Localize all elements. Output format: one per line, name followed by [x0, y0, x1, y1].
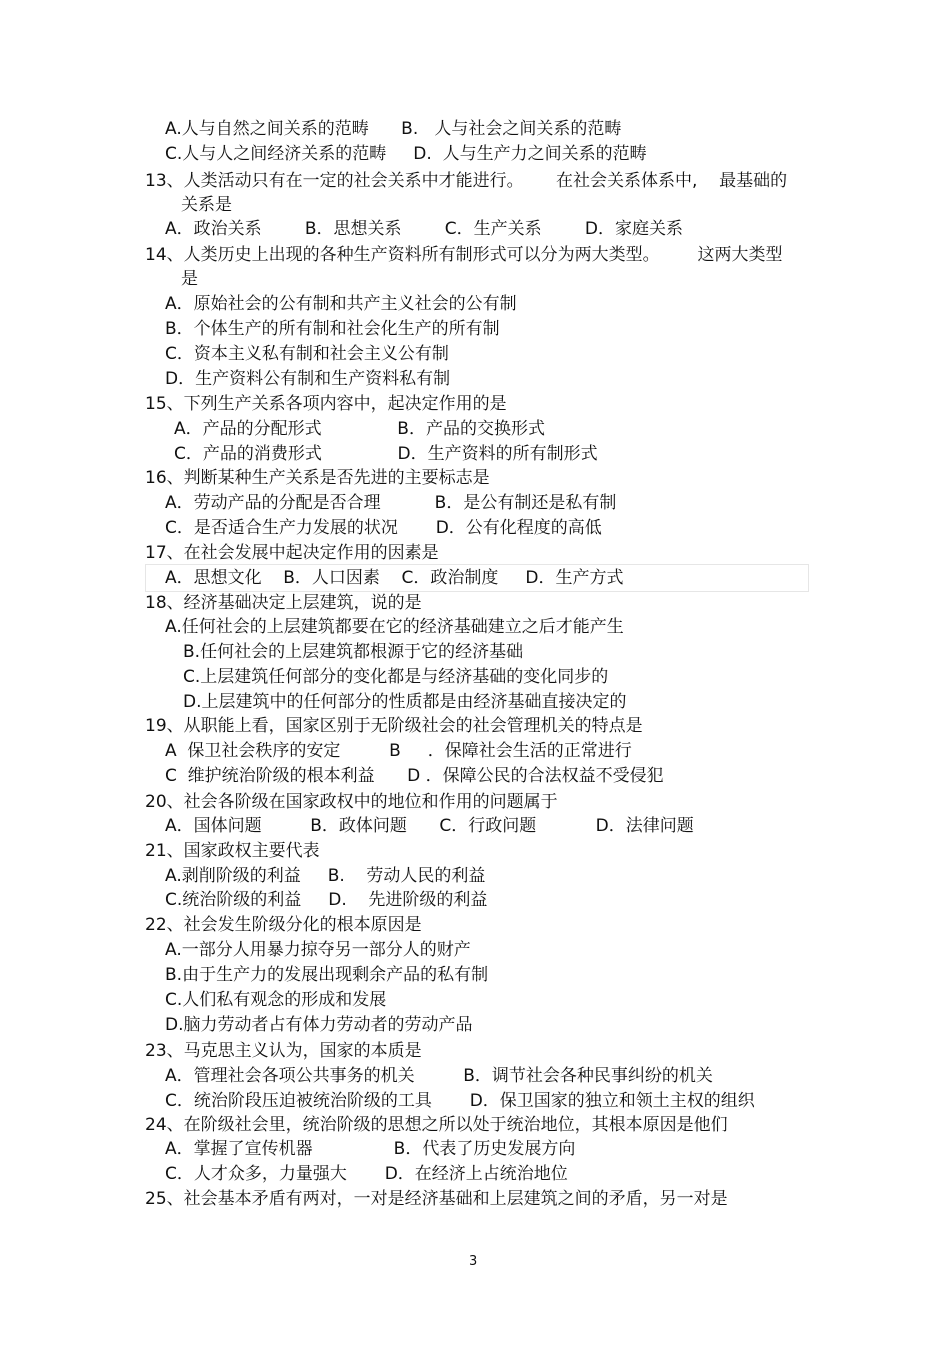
- question-19: 19、从职能上看，国家区别于无阶级社会的社会管理机关的特点是: [145, 716, 643, 736]
- option-line: C．是否适合生产力发展的状况 D．公有化程度的高低: [165, 518, 602, 538]
- question-22: 22、社会发生阶级分化的根本原因是: [145, 915, 422, 935]
- option-line: A.剥削阶级的利益 B. 劳动人民的利益: [165, 866, 486, 886]
- option-line: A．产品的分配形式 B．产品的交换形式: [174, 419, 545, 439]
- question-25: 25、社会基本矛盾有两对，一对是经济基础和上层建筑之间的矛盾，另一对是: [145, 1189, 728, 1209]
- question-continuation: 关系是: [181, 195, 232, 215]
- option-line: A．政治关系 B．思想关系 C．生产关系 D．家庭关系: [165, 219, 683, 239]
- question-24: 24、在阶级社会里，统治阶级的思想之所以处于统治地位，其根本原因是他们: [145, 1115, 728, 1135]
- option-line: B.由于生产力的发展出现剩余产品的私有制: [165, 965, 489, 985]
- option-line: A.任何社会的上层建筑都要在它的经济基础建立之后才能产生: [165, 617, 624, 637]
- option-line: D.上层建筑中的任何部分的性质都是由经济基础直接决定的: [183, 692, 627, 712]
- question-23: 23、马克思主义认为，国家的本质是: [145, 1041, 422, 1061]
- option-line: B.任何社会的上层建筑都根源于它的经济基础: [183, 642, 524, 662]
- option-line: C.人与人之间经济关系的范畴 D. 人与生产力之间关系的范畴: [165, 144, 647, 164]
- option-line: C.统治阶级的利益 D. 先进阶级的利益: [165, 890, 488, 910]
- question-14: 14、人类历史上出现的各种生产资料所有制形式可以分为两大类型。 这两大类型: [145, 245, 783, 265]
- option-line: C．产品的消费形式 D．生产资料的所有制形式: [174, 444, 598, 464]
- option-line: C.人们私有观念的形成和发展: [165, 990, 387, 1010]
- option-line: C．统治阶段压迫被统治阶级的工具 D．保卫国家的独立和领土主权的组织: [165, 1091, 755, 1111]
- question-13: 13、人类活动只有在一定的社会关系中才能进行。 在社会关系体系中, 最基础的: [145, 171, 788, 191]
- option-line: A．掌握了宣传机器 B．代表了历史发展方向: [165, 1139, 576, 1159]
- question-continuation: 是: [181, 269, 198, 289]
- option-line: C.上层建筑任何部分的变化都是与经济基础的变化同步的: [183, 667, 609, 687]
- option-line: A．思想文化 B．人口因素 C．政治制度 D．生产方式: [165, 568, 624, 588]
- question-16: 16、判断某种生产关系是否先进的主要标志是: [145, 468, 490, 488]
- question-18: 18、经济基础决定上层建筑，说的是: [145, 593, 422, 613]
- option-line: A．原始社会的公有制和共产主义社会的公有制: [165, 294, 517, 314]
- option-line: A.一部分人用暴力掠夺另一部分人的财产: [165, 940, 471, 960]
- question-15: 15、下列生产关系各项内容中，起决定作用的是: [145, 394, 507, 414]
- option-line: B．个体生产的所有制和社会化生产的所有制: [165, 319, 500, 339]
- option-line: C 维护统治阶级的根本利益 D ．保障公民的合法权益不受侵犯: [165, 766, 664, 786]
- question-20: 20、社会各阶级在国家政权中的地位和作用的问题属于: [145, 792, 558, 812]
- page-number: 3: [469, 1254, 478, 1269]
- option-line: C．人才众多，力量强大 D．在经济上占统治地位: [165, 1164, 568, 1184]
- option-line: A.人与自然之间关系的范畴 B. 人与社会之间关系的范畴: [165, 119, 622, 139]
- option-line: D．生产资料公有制和生产资料私有制: [165, 369, 451, 389]
- option-line: C．资本主义私有制和社会主义公有制: [165, 344, 449, 364]
- question-17: 17、在社会发展中起决定作用的因素是: [145, 543, 439, 563]
- option-line: A．管理社会各项公共事务的机关 B．调节社会各种民事纠纷的机关: [165, 1066, 713, 1086]
- option-line: A．劳动产品的分配是否合理 B．是公有制还是私有制: [165, 493, 617, 513]
- option-line: D.脑力劳动者占有体力劳动者的劳动产品: [165, 1015, 473, 1035]
- option-line: A．国体问题 B．政体问题 C．行政问题 D．法律问题: [165, 816, 694, 836]
- option-line: A 保卫社会秩序的安定 B ．保障社会生活的正常进行: [165, 741, 632, 761]
- question-21: 21、国家政权主要代表: [145, 841, 320, 861]
